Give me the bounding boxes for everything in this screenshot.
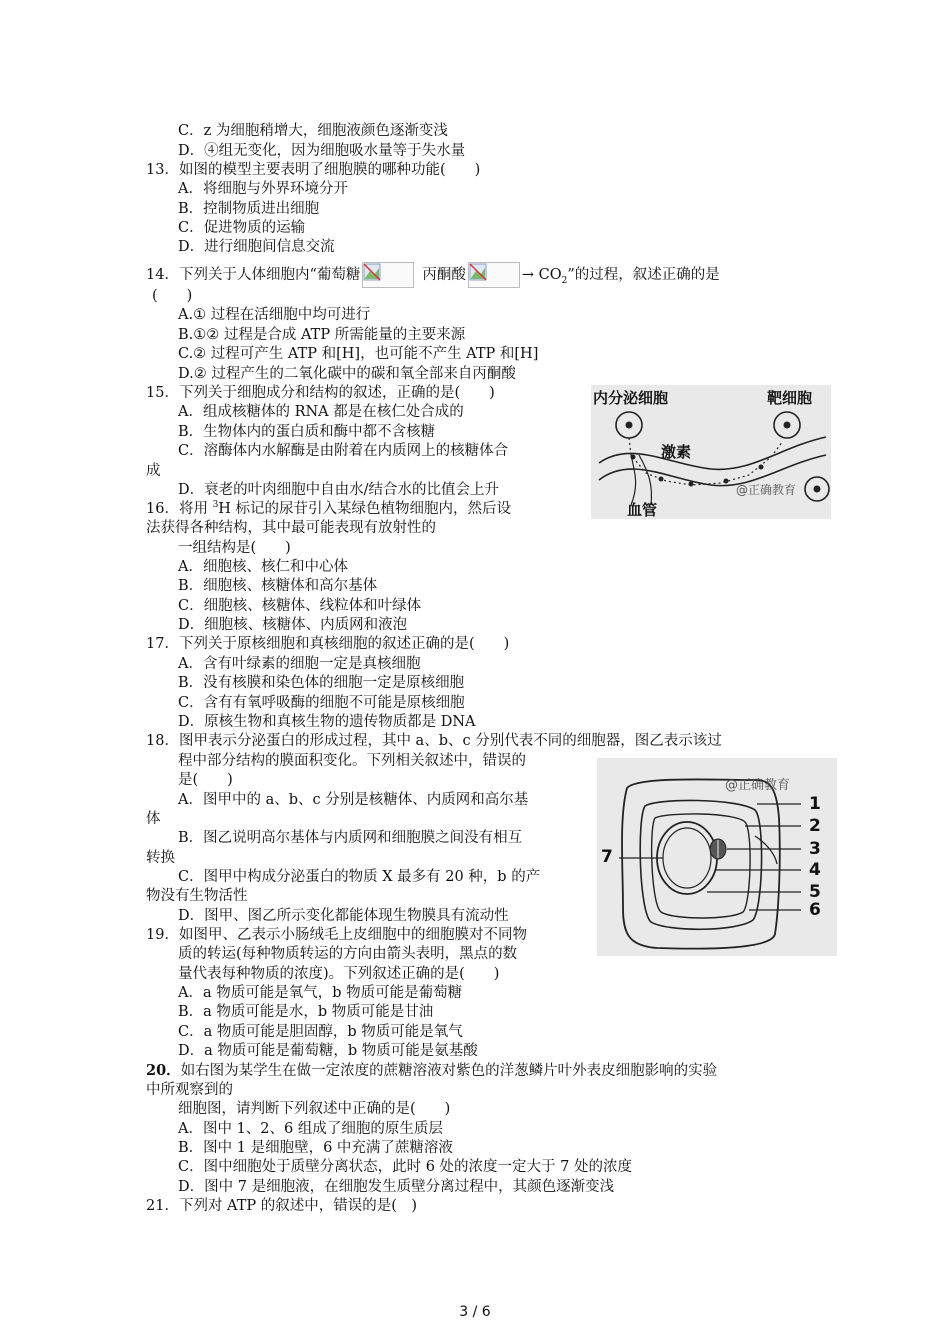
cell-label-2: 2 — [809, 816, 821, 836]
q17-option-a: A．含有叶绿素的细胞一定是真核细胞 — [178, 656, 421, 672]
q16-stem: 16．将用 $^3$H 标记的尿苷引入某绿色植物细胞内，然后设 — [146, 500, 512, 517]
q20-stem-line3: 细胞图，请判断下列叙述中正确的是( ) — [178, 1101, 451, 1117]
vessel-label: 血管 — [627, 501, 658, 519]
watermark: @正确教育 — [725, 778, 791, 793]
cell-label-3: 3 — [809, 839, 821, 859]
q18-stem-line3: 是( ) — [178, 772, 233, 788]
q16-superscript: 3 — [212, 500, 219, 511]
q16-option-a: A．细胞核、核仁和中心体 — [178, 559, 348, 575]
q19-option-c: C．a 物质可能是胆固醇，b 物质可能是氧气 — [178, 1024, 463, 1040]
q16-option-d: D．细胞核、核糖体、内质网和液泡 — [178, 617, 408, 633]
q18-option-a: A．图甲中的 a、b、c 分别是核糖体、内质网和高尔基 — [178, 792, 529, 808]
q20-stem: 20．如右图为某学生在做一定浓度的蔗糖溶液对紫色的洋葱鳞片叶外表皮细胞影响的实验 — [146, 1062, 718, 1079]
q20-option-a: A．图中 1、2、6 组成了细胞的原生质层 — [178, 1121, 443, 1137]
q14-subscript: 2 — [561, 275, 568, 286]
q20-option-c: C．图中细胞处于质壁分离状态，此时 6 处的浓度一定大于 7 处的浓度 — [178, 1159, 632, 1175]
page-number: 3 / 6 — [459, 1304, 491, 1320]
hormone-label: 激素 — [661, 443, 692, 461]
cell-label-4: 4 — [809, 860, 821, 880]
q19-stem: 19．如图甲、乙表示小肠绒毛上皮细胞中的细胞膜对不同物 — [146, 927, 527, 943]
target-cell-label: 靶细胞 — [767, 389, 813, 407]
q12-option-c: C．z 为细胞稍增大，细胞液颜色逐渐变浅 — [178, 123, 448, 139]
q19-stem-line2: 质的转运(每种物质转运的方向由箭头表明，黑点的数 — [178, 946, 518, 962]
q15-stem: 15．下列关于细胞成分和结构的叙述，正确的是( ) — [146, 385, 495, 401]
q14-stem — [146, 262, 720, 288]
q13-option-c: C．促进物质的运输 — [178, 220, 306, 236]
q18-option-d: D．图甲、图乙所示变化都能体现生物膜具有流动性 — [178, 908, 509, 924]
plasmolysis-cell-figure — [597, 758, 837, 956]
q15-option-d: D．衰老的叶肉细胞中自由水/结合水的比值会上升 — [178, 482, 500, 498]
cell-label-6: 6 — [809, 900, 821, 920]
cell-label-5: 5 — [809, 882, 821, 902]
broken-image-icon — [468, 262, 520, 288]
q14-stem-part2: 丙酮酸 — [422, 267, 466, 283]
q14-stem-part4: ”的过程，叙述正确的是 — [567, 267, 720, 283]
q20-option-d: D．图中 7 是细胞液，在细胞发生质壁分离过程中，其颜色逐渐变浅 — [178, 1179, 615, 1195]
q14-option-c: C.② 过程可产生 ATP 和[H]，也可能不产生 ATP 和[H] — [178, 346, 539, 362]
q17-option-c: C．含有有氧呼吸酶的细胞不可能是原核细胞 — [178, 695, 465, 711]
q17-stem: 17．下列关于原核细胞和真核细胞的叙述正确的是( ) — [146, 636, 510, 652]
endocrine-cell-label: 内分泌细胞 — [593, 389, 669, 407]
q15-option-c: C．溶酶体内水解酶是由附着在内质网上的核糖体合 — [178, 443, 509, 459]
q18-stem: 18．图甲表示分泌蛋白的形成过程，其中 a、b、c 分别代表不同的细胞器，图乙表示该过 — [146, 733, 722, 749]
q18-option-c: C．图甲中构成分泌蛋白的物质 X 最多有 20 种，b 的产 — [178, 869, 541, 885]
cell-label-7: 7 — [601, 847, 613, 867]
q19-option-b: B．a 物质可能是水，b 物质可能是甘油 — [178, 1004, 434, 1020]
q20-option-b: B．图中 1 是细胞壁，6 中充满了蔗糖溶液 — [178, 1140, 453, 1156]
q15-option-b: B．生物体内的蛋白质和酶中都不含核糖 — [178, 424, 436, 440]
q18-option-b: B．图乙说明高尔基体与内质网和细胞膜之间没有相互 — [178, 830, 523, 846]
hormone-signaling-figure — [591, 385, 831, 519]
q17-option-b: B．没有核膜和染色体的细胞一定是原核细胞 — [178, 675, 465, 691]
q18-option-c-wrap: 物没有生物活性 — [146, 888, 248, 904]
q14-option-a: A.① 过程在活细胞中均可进行 — [178, 307, 371, 323]
q20-number: 20． — [146, 1062, 181, 1079]
q14-stem-part1: 14．下列关于人体细胞内“葡萄糖 — [146, 267, 361, 283]
q17-option-d: D．原核生物和真核生物的遗传物质都是 DNA — [178, 714, 476, 730]
q15-option-c-wrap: 成 — [146, 463, 161, 479]
q13-option-b: B．控制物质进出细胞 — [178, 201, 320, 217]
q18-option-b-wrap: 转换 — [146, 850, 175, 866]
q12-option-d: D．④组无变化，因为细胞吸水量等于失水量 — [178, 143, 466, 159]
q14-paren: ( ) — [152, 288, 193, 304]
q19-option-d: D．a 物质可能是葡萄糖，b 物质可能是氨基酸 — [178, 1043, 478, 1059]
q19-option-a: A．a 物质可能是氧气，b 物质可能是葡萄糖 — [178, 985, 463, 1001]
q16-stem-line3: 一组结构是( ) — [178, 540, 291, 556]
q14-stem-part3: → CO — [521, 267, 562, 283]
q20-stem-line2: 中所观察到的 — [146, 1082, 233, 1098]
q18-stem-line2: 程中部分结构的膜面积变化。下列相关叙述中，错误的 — [178, 753, 526, 769]
q15-option-a: A．组成核糖体的 RNA 都是在核仁处合成的 — [178, 404, 464, 420]
q13-option-a: A．将细胞与外界环境分开 — [178, 181, 348, 197]
cell-label-1: 1 — [809, 794, 821, 814]
q13-option-d: D．进行细胞间信息交流 — [178, 239, 335, 255]
q13-stem: 13．如图的模型主要表明了细胞膜的哪种功能( ) — [146, 162, 481, 178]
q14-option-d: D.② 过程产生的二氧化碳中的碳和氧全部来自丙酮酸 — [178, 366, 516, 382]
broken-image-icon — [362, 262, 414, 288]
watermark: @正确教育 — [736, 483, 797, 497]
q16-option-c: C．细胞核、核糖体、线粒体和叶绿体 — [178, 598, 422, 614]
q14-option-b: B.①② 过程是合成 ATP 所需能量的主要来源 — [178, 327, 466, 343]
q16-option-b: B．细胞核、核糖体和高尔基体 — [178, 578, 378, 594]
q18-option-a-wrap: 体 — [146, 811, 161, 827]
q21-stem: 21．下列对 ATP 的叙述中，错误的是( ) — [146, 1198, 418, 1214]
q16-stem-line2: 法获得各种结构，其中最可能表现有放射性的 — [146, 520, 436, 536]
q19-stem-line3: 量代表每种物质的浓度)。下列叙述正确的是( ) — [178, 966, 500, 982]
